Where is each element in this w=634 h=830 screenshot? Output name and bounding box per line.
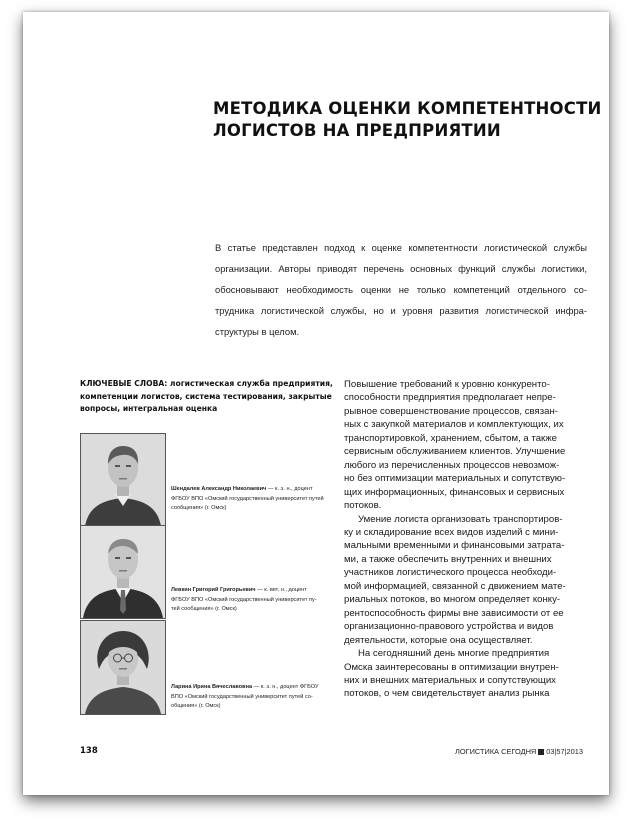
title-line: ЛОГИСТОВ НА ПРЕДПРИЯТИИ: [213, 121, 501, 140]
body-line: рывное совершенствование процессов, связан-: [344, 405, 558, 417]
body-line: любого из перечисленных процессов невозмож-: [344, 459, 560, 471]
issue-number: 03|57|2013: [546, 747, 583, 756]
author-info-levkin: [171, 586, 341, 615]
body-line: деятельности, которые она осуществляет.: [344, 634, 533, 646]
body-line: ку и складирование всех видов изделий с мини-: [344, 526, 559, 538]
body-line: риальных потоков, во многом определяет конку-: [344, 594, 561, 606]
body-line: Повышение требований к уровню конкуренто-: [344, 379, 550, 390]
body-line: но без оптимизации материальных и сопутствую-: [344, 473, 566, 485]
author-info-larina: [171, 683, 341, 712]
body-line: мальными временными и финансовыми затрата-: [344, 540, 565, 552]
body-line: рентоспособность фирмы вне зависимости от ее: [344, 607, 564, 619]
body-line: мой информацией, связанной с движением мате-: [344, 580, 566, 592]
abstract-line: обосновывают необходимость оценки не только компетенций отдельного со-: [215, 284, 587, 295]
abstract-line: структуры в целом.: [215, 326, 300, 337]
author-affiliation: ВПО «Омский государственный университет путей со-: [171, 693, 313, 700]
author-affiliation: общения» (г. Омск): [171, 703, 221, 709]
body-line: Омска заинтересованы в оптимизации внутрен-: [344, 661, 559, 673]
body-line: На сегодняшний день многие предприятия: [358, 648, 550, 660]
author-affiliation: сообщения» (г. Омск): [171, 505, 227, 511]
author-info-shendalev: [171, 485, 341, 514]
body-line: способности предприятия предполагает непре-: [344, 392, 556, 404]
article-title: [213, 98, 602, 142]
abstract-line: организации. Авторы приводят перечень основных функций службы логистики,: [215, 263, 587, 274]
author-name: Шендалев Александр Николаевич: [171, 486, 267, 492]
keywords-line: вопросы, интегральная оценка: [80, 404, 218, 413]
body-line: потоков.: [344, 500, 382, 512]
author-degree: — к. вет. н., доцент: [255, 587, 307, 593]
keywords-block: [80, 378, 333, 416]
keywords-line: компетенции логистов, система тестирования, закрытые: [80, 391, 332, 401]
running-footer: [455, 747, 583, 756]
author-degree: — к. э. н., доцент ФГБОУ: [252, 684, 319, 690]
author-affiliation: тей сообщения» (г. Омск): [171, 606, 237, 612]
body-line: транспортировкой, хранением, сбытом, а также: [344, 432, 557, 444]
journal-page: [23, 12, 609, 795]
body-line: ных с закупкой материалов и комплектующих, их: [344, 419, 564, 431]
author-degree: — к. э. н., доцент: [266, 486, 313, 492]
journal-name: ЛОГИСТИКА СЕГОДНЯ: [455, 747, 537, 756]
abstract-line: В статье представлен подход к оценке компетентности логистической службы: [215, 242, 587, 253]
body-line: Умение логиста организовать транспортиров-: [358, 513, 563, 525]
body-line: участников логистического процесса необходи-: [344, 567, 557, 579]
title-line: МЕТОДИКА ОЦЕНКИ КОМПЕТЕНТНОСТИ: [213, 99, 602, 118]
abstract-line: трудника логистической службы, но и уровня развития логистической инфра-: [215, 305, 587, 316]
body-line: них и внешних материальных и сопутствующих: [344, 674, 556, 686]
article-abstract: [215, 237, 587, 342]
author-affiliation: ФГБОУ ВПО «Омский государственный университет пу-: [171, 596, 317, 603]
author-name: Ларина Ирина Вячеславовна: [171, 684, 253, 690]
page-number: 138: [80, 746, 98, 756]
author-affiliation: ФГБОУ ВПО «Омский государственный университет путей: [171, 495, 324, 502]
author-photo-larina: [80, 620, 166, 715]
body-line: сервисным обслуживанием клиентов. Улучшение: [344, 446, 566, 458]
body-line: потоков, о чем свидетельствует анализ рынка: [344, 688, 550, 700]
author-photo-shendalev: [80, 433, 166, 527]
article-body: [344, 378, 580, 701]
square-bullet-icon: [538, 749, 544, 755]
author-name: Левкин Григорий Григорьевич: [171, 587, 256, 593]
body-line: ми, а также обеспечить внутренних и внешних: [344, 553, 552, 565]
body-line: организационно-правового устройства и видов: [344, 621, 554, 633]
author-photo-levkin: [80, 525, 166, 619]
keywords-line: КЛЮЧЕВЫЕ СЛОВА: логистическая служба предприятия,: [80, 379, 333, 388]
body-line: щих информационных, финансовых и сервисных: [344, 486, 565, 498]
